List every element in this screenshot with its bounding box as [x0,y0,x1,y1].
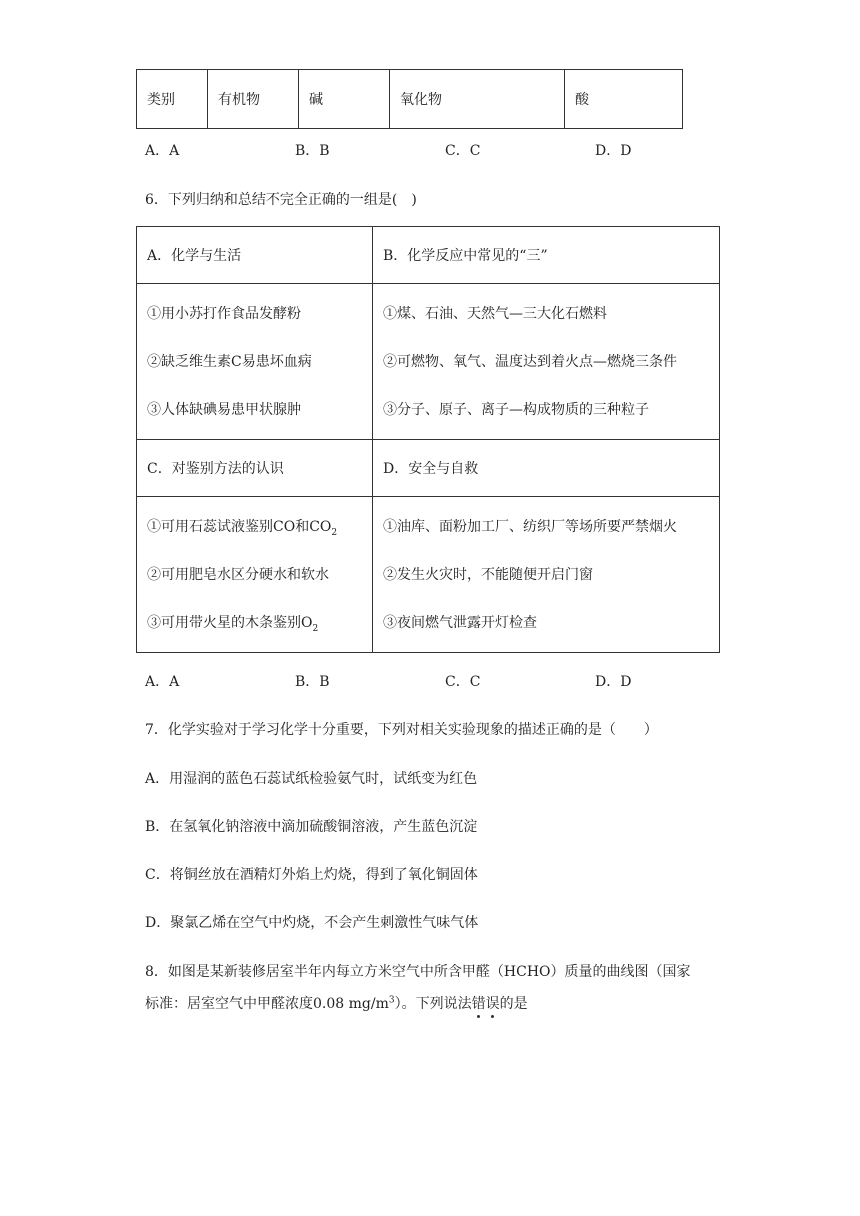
q6-d-head: D．安全与自救 [373,440,720,497]
q6-c-item-text: ③可用带火星的木条鉴别O [147,614,313,631]
q6-c-item [147,503,362,551]
q8-stem-line2 [145,993,528,1013]
option-d[interactable]: D．D [595,143,632,159]
q6-table [136,226,720,653]
option-b[interactable]: B．B [295,674,330,690]
emphasis-dot [477,1015,480,1018]
option-a[interactable]: A．A [145,143,180,159]
q7-option-c[interactable]: C．将铜丝放在酒精灯外焰上灼烧，得到了氧化铜固体 [145,867,478,883]
superscript: 3 [388,995,395,1006]
category-table [136,69,683,129]
q6-b-head: B．化学反应中常见的“三” [373,227,720,284]
q7-option-b[interactable]: B．在氢氧化钠溶液中滴加硫酸铜溶液，产生蓝色沉淀 [145,819,478,835]
option-c[interactable]: C．C [445,143,481,159]
q6-b-item: ③分子、原子、离子—构成物质的三种粒子 [383,401,649,418]
option-d[interactable]: D．D [595,674,632,690]
q7-stem: 7．化学实验对于学习化学十分重要，下列对相关实验现象的描述正确的是（ ） [145,722,658,738]
emphasis-dot [491,1015,494,1018]
q6-a-item: ③人体缺碘易患甲状腺肿 [147,401,301,418]
table-cell: 氧化物 [390,70,565,129]
table-cell: 类别 [137,70,208,129]
table-cell: 有机物 [208,70,299,129]
q6-b-item: ②可燃物、氧气、温度达到着火点—燃烧三条件 [383,353,677,370]
q6-d-item: ②发生火灾时，不能随便开启门窗 [383,566,593,583]
q6-d-body [373,497,720,653]
q7-option-d[interactable]: D．聚氯乙烯在空气中灼烧，不会产生刺激性气味气体 [145,915,479,931]
option-b[interactable]: B．B [295,143,330,159]
q5-options [145,140,745,160]
subscript: 2 [331,527,338,538]
q6-c-head: C．对鉴别方法的认识 [137,440,373,497]
emphasis-text [472,996,500,1012]
q6-c-item-text: ①可用石蕊试液鉴别CO和CO [147,518,332,535]
option-a[interactable]: A．A [145,674,180,690]
q7-option-a[interactable]: A．用湿润的蓝色石蕊试纸检验氨气时，试纸变为红色 [145,771,478,787]
q8-text: ）。下列说法 [394,996,472,1012]
q6-c-item [147,599,362,647]
q8-text: 标准：居室空气中甲醛浓度0.08 mg/m [145,996,389,1012]
q8-stem-line1: 8．如图是某新装修居室半年内每立方米空气中所含甲醛（HCHO）质量的曲线图（国家 [145,964,691,980]
option-c[interactable]: C．C [445,674,481,690]
table-cell: 酸 [565,70,683,129]
q6-b-body [373,284,720,440]
q6-a-item: ①用小苏打作食品发酵粉 [147,305,301,322]
q6-c-item: ②可用肥皂水区分硬水和软水 [147,566,329,583]
q6-a-body [137,284,373,440]
q6-a-head: A．化学与生活 [137,227,373,284]
q6-d-item: ③夜间燃气泄露开灯检查 [383,614,537,631]
q6-a-item: ②缺乏维生素C易患坏血病 [147,353,312,370]
q6-d-item: ①油库、面粉加工厂、纺织厂等场所要严禁烟火 [383,518,677,535]
q6-c-body [137,497,373,653]
q8-emph-text: 错误 [471,996,500,1012]
q6-options [145,671,745,691]
subscript: 2 [312,623,319,634]
q6-b-item: ①煤、石油、天然气—三大化石燃料 [383,305,607,322]
q8-text: 的是 [499,996,528,1012]
q6-stem: 6．下列归纳和总结不完全正确的一组是( ) [145,192,417,208]
table-cell: 碱 [299,70,390,129]
